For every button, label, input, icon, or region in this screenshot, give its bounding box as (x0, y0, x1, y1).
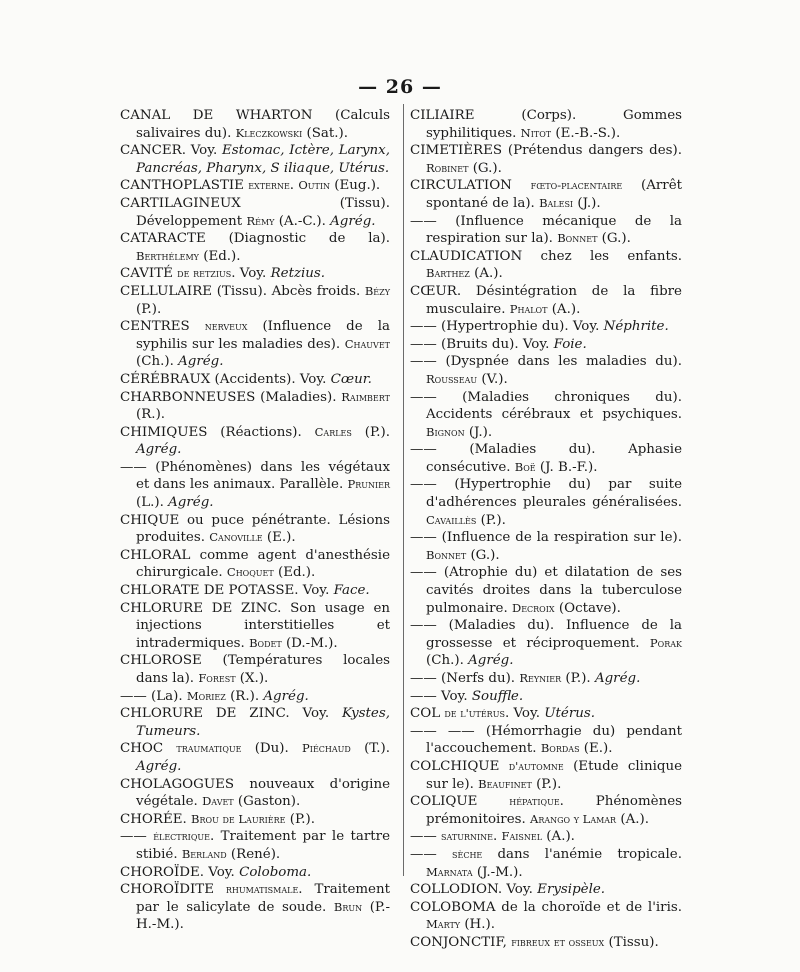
author-name: hépatique (509, 794, 560, 809)
author-name: Nitot (520, 125, 552, 140)
entry-text: . Voy. (504, 706, 545, 722)
author-name: Decroix (511, 600, 555, 615)
author-name: Beaufinet (478, 776, 532, 791)
index-entry (410, 670, 682, 688)
entry-text: CAVITÉ (120, 266, 178, 282)
index-entry (410, 881, 682, 899)
entry-text: (H.). (460, 917, 495, 933)
author-name: Prunier (347, 477, 390, 492)
entry-text: (R.). (136, 407, 166, 423)
entry-text: (Du). (241, 741, 303, 757)
author-name: fœto-placentaire (530, 178, 623, 193)
index-entry (410, 688, 682, 706)
entry-text: . (289, 178, 299, 194)
author-name: Bodet (249, 635, 282, 650)
author-name: Bordas (540, 741, 580, 756)
entry-text: . Traitement par le tartre stibié. (136, 829, 390, 862)
entry-text: (Ch.). (136, 354, 179, 370)
entry-text: —— (Hypertrophie du) par suite d'adhérences pleurales généralisées. (410, 477, 682, 511)
entry-text: CANTHOPLASTIE (120, 178, 249, 194)
entry-text: CHLORURE DE ZINC. Voy. (120, 706, 342, 722)
entry-text: CHIMIQUES (Réactions). (120, 424, 315, 440)
index-entry (120, 688, 390, 706)
entry-text: (P.). (351, 424, 390, 440)
author-name: de retzius (177, 266, 232, 281)
entry-text: (P.). (531, 776, 562, 792)
entry-text: CHOROÏDE. Voy. (120, 864, 240, 880)
author-name: Faisnel (501, 829, 543, 844)
entry-text: CIRCULATION (410, 178, 531, 194)
entry-text: (E.-B.-S.). (551, 125, 621, 141)
entry-text: (P.). (476, 512, 506, 528)
index-entry (120, 107, 390, 142)
cross-reference: Agrég. (263, 688, 309, 704)
entry-text: CIMETIÈRES (Prétendus dangers des). (410, 143, 682, 159)
entry-text: (V.). (477, 371, 508, 387)
index-entry (120, 371, 390, 389)
author-name: Cavaillès (426, 512, 477, 527)
index-entry (410, 705, 682, 723)
author-name: Piéchaud (302, 741, 351, 756)
index-entry (410, 142, 682, 177)
entry-text: . Traitement par le salicylate de soude. (136, 882, 390, 915)
entry-text: (T.). (350, 741, 390, 757)
entry-text: COLLODION. Voy. (410, 882, 538, 898)
author-name: Berland (181, 846, 227, 861)
author-name: d'automne (508, 758, 564, 773)
entry-text: CHLORATE DE POTASSE. Voy. (120, 583, 334, 599)
author-name: Bonnet (557, 231, 598, 246)
author-name: sèche (452, 846, 483, 861)
entry-text: (J. B.-F.). (535, 459, 598, 475)
entry-text: —— (Influence mécanique de la respiration sur la). (410, 213, 682, 247)
entry-text: (Etude clinique sur le). (426, 758, 682, 792)
author-name: Moriez (186, 688, 226, 703)
author-name: Brun (333, 899, 363, 914)
entry-text: (P.). (561, 671, 595, 686)
entry-text: —— (120, 829, 154, 845)
entry-text: (J.-M.). (472, 864, 523, 880)
author-name: Reynier (519, 671, 562, 685)
entry-text: CATARACTE (Diagnostic de la). (120, 231, 390, 247)
index-entry (120, 512, 390, 547)
cross-reference: Agrég. (594, 671, 641, 686)
author-name: Bézy (364, 283, 390, 298)
entry-text: (A.). (469, 266, 503, 282)
entry-text: (P.-H.-M.). (136, 899, 390, 933)
entry-text: (Influence de la syphilis sur les maladies des). (136, 319, 390, 352)
entry-text: (A.). (616, 811, 649, 827)
author-name: Marty (426, 917, 461, 932)
index-entry (410, 564, 682, 617)
entry-text: CHARBONNEUSES (Maladies). (120, 389, 342, 405)
author-name: fibreux et osseux (511, 934, 605, 949)
cross-reference: Agrég. (136, 442, 182, 458)
entry-text: (J.). (464, 424, 493, 440)
index-entry (120, 740, 390, 775)
entry-text: CONJONCTIF, (410, 934, 512, 950)
entry-text: (J.). (573, 195, 601, 211)
cross-reference: Coloboma. (239, 864, 312, 880)
entry-text: CŒUR. Désintégration de la fibre musculaire. (410, 283, 682, 317)
author-name: Robinet (426, 160, 469, 175)
entry-text: CHOROÏDITE (120, 882, 226, 898)
cross-reference: Foie. (553, 336, 587, 352)
entry-text: CÉRÉBRAUX (Accidents). Voy. (120, 371, 331, 387)
cross-reference: Néphrite. (603, 319, 669, 335)
entry-text: CHORÉE. (120, 811, 192, 827)
index-entry (120, 389, 390, 424)
entry-text: (P.). (136, 301, 162, 317)
entry-text: (Octave). (554, 600, 621, 616)
index-entry (410, 476, 682, 529)
left-column (120, 107, 390, 934)
index-entry (410, 336, 682, 354)
entry-text: —— (410, 846, 452, 862)
entry-text: (Ed.). (198, 248, 241, 264)
entry-text: CENTRES (120, 319, 205, 335)
author-name: Chauvet (344, 336, 390, 351)
author-name: électrique (153, 829, 210, 844)
author-name: rhumatismale (225, 882, 299, 897)
entry-text: CANAL DE WHARTON (Calculs salivaires du). (120, 108, 390, 141)
index-entry (410, 107, 682, 142)
cross-reference: Utérus. (544, 706, 596, 722)
entry-text: CELLULAIRE (Tissu). Abcès froids. (120, 283, 365, 299)
entry-text: COLIQUE (410, 794, 510, 810)
right-column (410, 107, 682, 952)
index-entry (410, 283, 682, 318)
author-name: Phalot (509, 301, 548, 316)
index-entry (410, 353, 682, 388)
author-name: Porak (649, 635, 682, 650)
index-entry (120, 864, 390, 882)
entry-text: (G.). (597, 231, 631, 247)
entry-text: CANCER. Voy. (120, 143, 223, 159)
author-name: Rémy (246, 213, 275, 228)
page-number: — 26 — (358, 76, 442, 98)
index-entry (410, 617, 682, 670)
cross-reference: Erysipèle. (537, 882, 606, 898)
entry-text: —— (Influence de la respiration sur le). (410, 530, 682, 546)
cross-reference: Agrég. (168, 495, 214, 511)
author-name: externe (248, 178, 290, 193)
author-name: Kleczkowski (235, 125, 303, 140)
entry-text: COLOBOMA de la choroïde et de l'iris. (410, 899, 682, 915)
author-name: Brou de Laurière (191, 811, 286, 826)
entry-text: (X.). (235, 671, 269, 686)
entry-text: —— (Maladies chroniques du). Accidents cérébraux et psychiques. (410, 389, 682, 423)
author-name: Berthélemy (136, 248, 199, 263)
entry-text: (E.). (579, 741, 613, 757)
entry-text: —— (Dyspnée dans les maladies du). (410, 354, 682, 370)
author-name: de l'utérus (444, 706, 505, 721)
entry-text: CHLOROSE (Températures locales dans la). (120, 653, 390, 686)
entry-text: (Ch.). (426, 653, 469, 669)
cross-reference: Cœur. (330, 371, 372, 387)
index-entry (120, 776, 390, 811)
cross-reference: Agrég. (468, 653, 514, 669)
entry-text: . (492, 829, 502, 845)
entry-text: dans l'anémie tropicale. (482, 846, 682, 862)
entry-text: CARTILAGINEUX (Tissu). Développement (120, 195, 390, 229)
index-entry (410, 793, 682, 828)
index-entry (410, 441, 682, 476)
index-entry (120, 828, 390, 863)
index-entry (120, 652, 390, 687)
entry-text: (G.). (468, 160, 502, 176)
author-name: Bonnet (426, 547, 467, 562)
entry-text: (René). (226, 846, 281, 862)
entry-text: COLCHIQUE (410, 758, 509, 774)
author-name: traumatique (176, 741, 242, 756)
entry-text: CHOLAGOGUES nouveaux d'origine végétale. (120, 776, 390, 810)
index-entry (120, 705, 390, 740)
index-entry (120, 459, 390, 512)
cross-reference: Retzius. (270, 266, 326, 282)
index-entry (120, 230, 390, 265)
entry-text: —— (Atrophie du) et dilatation de ses cavités droites dans la tuberculose pulmonaire. (410, 565, 682, 616)
cross-reference: Souffle. (471, 688, 524, 704)
entry-text: (Gaston). (233, 794, 301, 810)
entry-text: (Tissu). (604, 934, 659, 950)
index-entry (410, 318, 682, 336)
index-entry (410, 758, 682, 793)
entry-text: (A.-C.). (274, 213, 331, 229)
entry-text: (Ed.). (273, 565, 316, 581)
index-entry (410, 248, 682, 283)
entry-text: (E.). (262, 530, 296, 546)
index-entry (120, 881, 390, 934)
entry-text: (R.). (225, 688, 264, 704)
index-entry (410, 529, 682, 564)
index-entry (410, 213, 682, 248)
author-name: Outin (298, 178, 330, 193)
author-name: Carles (314, 424, 352, 439)
author-name: Arango y Lamar (530, 811, 617, 826)
index-entry (120, 600, 390, 653)
index-entry (120, 424, 390, 459)
entry-text: —— Voy. (410, 688, 472, 704)
entry-text: (A.). (547, 301, 581, 317)
entry-text: CLAUDICATION chez les enfants. (410, 248, 682, 264)
entry-text: CILIAIRE (Corps). Gommes syphilitiques. (410, 108, 682, 141)
author-name: Raimbert (341, 389, 390, 404)
entry-text: —— (Maladies du). Influence de la grossesse et réciproquement. (410, 618, 682, 651)
entry-text: —— (Phénomènes) dans les végétaux et dans les animaux. Parallèle. (120, 459, 390, 493)
entry-text: (D.-M.). (281, 635, 338, 651)
author-name: Balesi (539, 195, 574, 210)
entry-text: . Phénomènes prémonitoires. (426, 794, 682, 827)
index-entry (410, 846, 682, 881)
entry-text: (G.). (466, 547, 500, 563)
index-entry (410, 828, 682, 846)
index-entry (120, 283, 390, 318)
entry-text: (Sat.). (302, 125, 349, 141)
entry-text: —— (Nerfs du). (410, 671, 520, 686)
entry-text: COL (410, 706, 445, 722)
author-name: Canoville (209, 530, 263, 545)
entry-text: (P.). (285, 811, 315, 827)
cross-reference: Estomac, Ictère, Larynx, Pancréas, Pharynx, S iliaque, Utérus. (136, 143, 390, 176)
entry-text: CHLORAL comme agent d'anesthésie chirurgicale. (120, 547, 390, 581)
index-entry (120, 142, 390, 177)
column-divider (403, 104, 404, 876)
index-entry (410, 934, 682, 952)
author-name: Choquet (226, 565, 274, 580)
index-entry (410, 177, 682, 212)
index-entry (120, 177, 390, 195)
entry-text: . Voy. (231, 266, 271, 282)
index-entry (410, 389, 682, 442)
entry-text: —— (410, 829, 442, 845)
index-entry (410, 899, 682, 934)
author-name: Rousseau (426, 371, 478, 386)
cross-reference: Face. (333, 583, 370, 599)
author-name: Forest (198, 671, 236, 685)
author-name: Marnata (426, 864, 473, 879)
author-name: nerveux (204, 319, 248, 334)
cross-reference: Agrég. (136, 758, 182, 774)
author-name: Davet (202, 794, 234, 809)
entry-text: (Arrêt spontané de la). (426, 178, 682, 211)
cross-reference: Kystes, Tumeurs. (136, 706, 390, 739)
entry-text: —— —— (Hémorrhagie du) pendant l'accouchement. (410, 723, 682, 757)
index-entry (120, 265, 390, 283)
entry-text: —— (Bruits du). Voy. (410, 336, 554, 352)
index-entry (120, 195, 390, 230)
author-name: Bignon (426, 424, 465, 439)
entry-text: (Eug.). (330, 178, 381, 194)
index-entry (120, 811, 390, 829)
entry-text: CHIQUE ou puce pénétrante. Lésions produites. (120, 512, 390, 546)
index-entry (120, 547, 390, 582)
cross-reference: Agrég. (330, 213, 376, 229)
author-name: saturnine (441, 829, 493, 844)
entry-text: —— (Hypertrophie du). Voy. (410, 319, 604, 335)
entry-text: CHLORURE DE ZINC. Son usage en injections interstitielles et intradermiques. (120, 600, 390, 651)
author-name: Boë (514, 459, 536, 474)
entry-text: —— (La). (120, 688, 187, 704)
entry-text: (A.). (542, 829, 575, 845)
entry-text: (L.). (136, 495, 169, 511)
index-entry (120, 582, 390, 600)
entry-text: CHOC (120, 741, 177, 757)
index-entry (120, 318, 390, 371)
author-name: Barthez (426, 266, 470, 281)
entry-text: —— (Maladies du). Aphasie consécutive. (410, 442, 682, 475)
index-entry (410, 723, 682, 758)
cross-reference: Agrég. (178, 354, 224, 370)
